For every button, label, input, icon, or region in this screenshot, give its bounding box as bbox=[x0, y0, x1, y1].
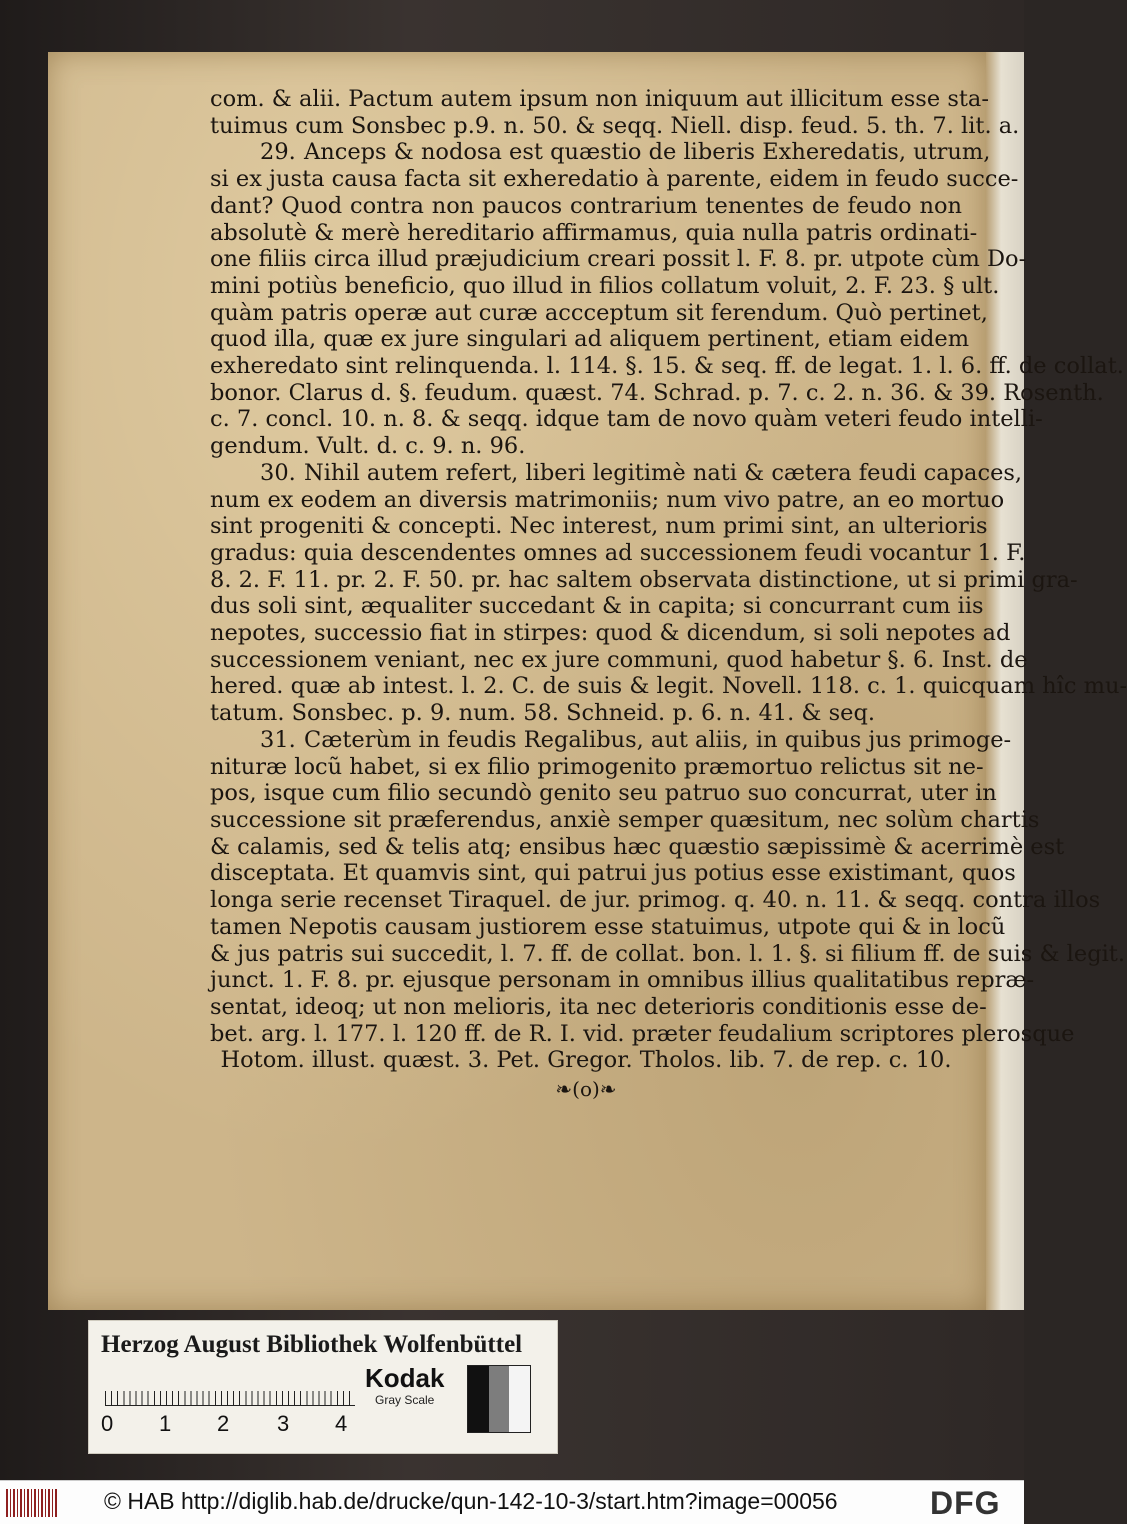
gray-scale-label: Gray Scale bbox=[375, 1393, 435, 1407]
kodak-logo: Kodak bbox=[365, 1363, 445, 1393]
paragraph-number: 29. bbox=[260, 139, 296, 166]
line-text: successionem veniant, nec ex jure communi, quod habetur §. 6. Inst. de bbox=[210, 646, 1028, 673]
text-line bbox=[210, 566, 1078, 594]
line-text: dant? Quod contra non paucos contrarium tenentes de feudo non bbox=[210, 192, 962, 219]
page-ornament: ❧(o)❧ bbox=[555, 1077, 617, 1102]
line-text: sentat, ideoq; ut non melioris, ita nec deterioris conditionis esse de- bbox=[210, 993, 987, 1020]
text-line bbox=[210, 166, 1019, 193]
line-text: & calamis, sed & telis atq; ensibus hæc quæstio sæpissimè & acerrimè est bbox=[210, 833, 1065, 860]
line-text: quàm patris operæ aut curæ accceptum sit ferendum. Quò pertinet, bbox=[210, 299, 988, 326]
text-line bbox=[210, 86, 989, 113]
text-line bbox=[210, 673, 1127, 700]
ruler-number: 1 bbox=[159, 1411, 172, 1436]
text-line bbox=[210, 806, 1040, 834]
ruler-number: 3 bbox=[277, 1411, 290, 1436]
text-line bbox=[210, 700, 962, 727]
text-line bbox=[210, 139, 991, 166]
text-line bbox=[210, 459, 1023, 487]
page-text bbox=[210, 86, 1127, 1103]
text-line bbox=[210, 433, 962, 460]
text-line bbox=[210, 833, 1065, 861]
line-text: Cæterùm in feudis Regalibus, aut aliis, in quibus jus primoge- bbox=[304, 726, 1012, 753]
line-text: num ex eodem an diversis matrimoniis; num vivo patre, an eo mortuo bbox=[210, 486, 1005, 513]
gray-patch bbox=[489, 1366, 510, 1432]
line-text: bonor. Clarus d. §. feudum. quæst. 74. Schrad. p. 7. c. 2. n. 36. & 39. Rosenth. bbox=[210, 379, 1104, 406]
dfg-logo: DFG bbox=[930, 1485, 1001, 1521]
line-text: pos, isque cum filio secundò genito seu patruo suo concurrat, uter in bbox=[210, 780, 997, 807]
line-text: exheredato sint relinquenda. l. 114. §. 15. & seq. ff. de legat. 1. l. 6. ff. de collat. bbox=[210, 353, 1124, 380]
line-text: longa serie recenset Tiraquel. de jur. primog. q. 40. n. 11. & seqq. contra illos bbox=[210, 887, 1101, 914]
barcode-icon bbox=[6, 1489, 58, 1517]
line-text: disceptata. Et quamvis sint, qui patrui jus potius esse existimant, quos bbox=[210, 860, 1016, 887]
line-text: hered. quæ ab intest. l. 2. C. de suis & legit. Novell. 118. c. 1. quicquam hîc mu- bbox=[210, 673, 1127, 700]
line-text: nepotes, successio fiat in stirpes: quod & dicendum, si soli nepotes ad bbox=[210, 620, 1011, 647]
text-line bbox=[210, 246, 1027, 273]
line-text: one filiis circa illud præjudicium creari possit l. F. 8. pr. utpote cùm Do- bbox=[210, 246, 1027, 273]
line-text: quod illa, quæ ex jure singulari ad aliquem pertinent, etiam eidem bbox=[210, 326, 970, 353]
line-text: Anceps & nodosa est quæstio de liberis Exheredatis, utrum, bbox=[304, 139, 991, 166]
gray-patch bbox=[509, 1366, 530, 1432]
paragraph-number: 31. bbox=[260, 726, 296, 753]
text-line bbox=[210, 219, 978, 247]
text-line bbox=[210, 112, 1020, 140]
text-line bbox=[210, 379, 1104, 407]
line-text: c. 7. concl. 10. n. 8. & seqq. idque tam de novo quàm veteri feudo intelli- bbox=[210, 406, 1043, 433]
text-line bbox=[210, 539, 1026, 567]
text-line bbox=[210, 620, 1011, 647]
line-text: dus soli sint, æqualiter succedant & in capita; si concurrant cum iis bbox=[210, 593, 984, 620]
text-line bbox=[210, 486, 1005, 514]
ruler-number: 0 bbox=[101, 1411, 114, 1436]
line-text: nituræ locũ habet, si ex filio primogenito præmortuo relictus sit ne- bbox=[210, 753, 984, 780]
text-line bbox=[210, 1047, 962, 1074]
line-text: tamen Nepotis causam justiorem esse statuimus, utpote qui & in locũ bbox=[210, 913, 1006, 940]
text-line bbox=[210, 326, 970, 353]
line-text: Nihil autem refert, liberi legitimè nati & cætera feudi capaces, bbox=[304, 459, 1023, 486]
text-line bbox=[210, 860, 1016, 887]
line-text: absolutè & merè hereditario affirmamus, quia nulla patris ordinati- bbox=[210, 219, 978, 246]
line-text: successione sit præferendus, anxiè semper quæsitum, nec solùm chartis bbox=[210, 806, 1040, 833]
text-line bbox=[210, 913, 1006, 941]
text-line bbox=[210, 406, 1043, 433]
text-line bbox=[210, 887, 1101, 914]
ruler-number: 2 bbox=[217, 1411, 230, 1436]
library-name: Herzog August Bibliothek Wolfenbüttel bbox=[101, 1331, 523, 1358]
source-url[interactable]: © HAB http://diglib.hab.de/drucke/qun-142-10-3/start.htm?image=00056 bbox=[104, 1488, 838, 1514]
gray-patch bbox=[468, 1366, 489, 1432]
text-line bbox=[210, 940, 1125, 968]
line-text: si ex justa causa facta sit exheredatio à parente, eidem in feudo succe- bbox=[210, 166, 1019, 193]
line-text: com. & alii. Pactum autem ipsum non iniquum aut illicitum esse sta- bbox=[210, 86, 989, 112]
text-line bbox=[210, 272, 1000, 300]
gray-scale-swatch bbox=[467, 1365, 531, 1433]
color-calibration-card bbox=[88, 1320, 558, 1454]
text-line bbox=[210, 753, 984, 781]
text-line bbox=[210, 353, 1124, 380]
ruler-number: 4 bbox=[335, 1411, 348, 1436]
line-text: tatum. Sonsbec. p. 9. num. 58. Schneid. p. 6. n. 41. & seq. bbox=[210, 700, 876, 727]
text-line bbox=[210, 193, 962, 220]
line-text: & jus patris sui succedit, l. 7. ff. de collat. bon. l. 1. §. si filium ff. de suis & legit. bbox=[210, 940, 1125, 967]
text-line bbox=[210, 726, 1012, 754]
text-line bbox=[210, 967, 1035, 994]
text-line bbox=[210, 993, 987, 1021]
text-line bbox=[210, 593, 984, 620]
line-text: bet. arg. l. 177. l. 120 ff. de R. I. vid. præter feudalium scriptores plerosque bbox=[210, 1020, 1075, 1047]
line-text: gendum. Vult. d. c. 9. n. 96. bbox=[210, 433, 526, 460]
line-text: Hotom. illust. quæst. 3. Pet. Gregor. Tholos. lib. 7. de rep. c. 10. bbox=[220, 1047, 952, 1074]
text-line bbox=[210, 1020, 1075, 1048]
footer-bar bbox=[0, 1480, 1024, 1524]
text-line bbox=[210, 299, 988, 327]
line-text: tuimus cum Sonsbec p.9. n. 50. & seqq. Niell. disp. feud. 5. th. 7. lit. a. bbox=[210, 112, 1020, 139]
line-text: mini potiùs beneficio, quo illud in filios collatum voluit, 2. F. 23. § ult. bbox=[210, 272, 1000, 299]
paragraph-number: 30. bbox=[260, 459, 296, 486]
text-line bbox=[210, 780, 997, 807]
line-text: junct. 1. F. 8. pr. ejusque personam in omnibus illius qualitatibus repræ- bbox=[210, 967, 1035, 994]
scale-ruler bbox=[105, 1375, 355, 1406]
line-text: 8. 2. F. 11. pr. 2. F. 50. pr. hac saltem observata distinctione, ut si primi gra- bbox=[210, 566, 1078, 593]
text-line bbox=[210, 646, 1028, 674]
line-text: sint progeniti & concepti. Nec interest, num primi sint, an ulterioris bbox=[210, 513, 988, 540]
text-line bbox=[210, 513, 988, 540]
line-text: gradus: quia descendentes omnes ad successionem feudi vocantur 1. F. bbox=[210, 539, 1026, 566]
